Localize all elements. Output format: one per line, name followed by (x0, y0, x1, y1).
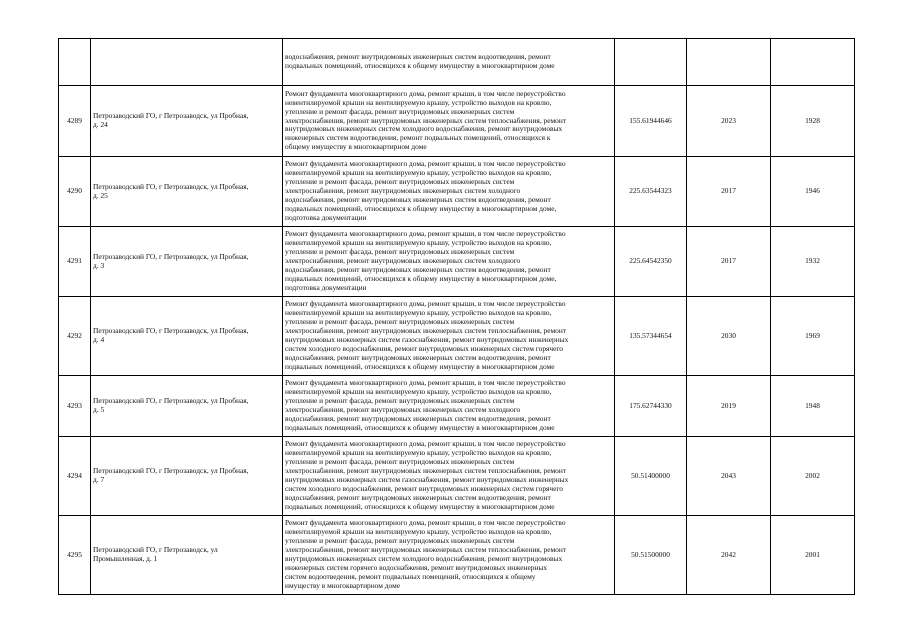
works-cell (283, 516, 615, 595)
works-line: невентилируемой крыши на вентилируемую крышу, устройство выходов на кровлю, (285, 448, 552, 458)
works-line: электроснабжения, ремонт внутридомовых инженерных систем холодного (285, 405, 521, 414)
row-number: 4292 (59, 297, 91, 376)
works-line: внутридомовых инженерных систем газоснабжения, ремонт внутридомовых инженерных (285, 475, 569, 484)
address-cell (91, 437, 283, 516)
works-line: водоснабжения, ремонт внутридомовых инженерных систем водоотведения, ремонт (285, 352, 551, 362)
works-line: внутридомовых инженерных систем газоснабжения, ремонт внутридомовых инженерных (285, 335, 569, 344)
works-line: водоснабжения, ремонт внутридомовых инженерных систем водоотведения, ремонт (285, 492, 551, 502)
works-cell (283, 86, 615, 157)
works-line: утепление и ремонт фасада, ремонт внутридомовых инженерных систем (285, 247, 515, 257)
capital-repair-table (58, 38, 855, 595)
address-cell (91, 297, 283, 376)
address-cell (91, 86, 283, 157)
table-row (59, 157, 855, 227)
table-body (59, 39, 855, 595)
works-line: электроснабжения, ремонт внутридомовых инженерных систем теплоснабжения, ремонт (285, 326, 567, 336)
works-line: невентилируемой крыши на вентилируемую крышу, устройство выходов на кровлю, (285, 97, 552, 107)
works-line: инженерных систем горячего водоснабжения, ремонт внутридомовых инженерных (285, 562, 548, 572)
works-line: подвальных помещений, относящихся к общему имуществу в многоквартирном доме (285, 501, 555, 511)
table-row (59, 86, 855, 157)
address-line: Петрозаводский ГО, г Петрозаводск, ул Пробная, (93, 466, 249, 476)
works-line: Ремонт фундамента многоквартирного дома, ремонт крыши, в том числе переустройство (285, 229, 566, 239)
row-number: 4289 (59, 86, 91, 157)
address-line: Петрозаводский ГО, г Петрозаводск, ул Пробная, (93, 251, 249, 261)
year-cell: 2030 (687, 297, 771, 376)
row-number: 4294 (59, 437, 91, 516)
cost-cell: 135.57344654 (615, 297, 687, 376)
works-line: Ремонт фундамента многоквартирного дома, ремонт крыши, в том числе переустройство (285, 378, 566, 388)
built-year-cell (771, 39, 855, 86)
works-cell (283, 227, 615, 297)
table-row (59, 39, 855, 86)
works-line: электроснабжения, ремонт внутридомовых инженерных систем теплоснабжения, ремонт (285, 466, 567, 476)
year-cell: 2042 (687, 516, 771, 595)
address-line: д. 7 (93, 475, 105, 484)
works-line: имуществу в многоквартирном доме (285, 580, 401, 590)
works-line: водоснабжения, ремонт внутридомовых инженерных систем водоотведения, ремонт (285, 52, 551, 62)
address-line: д. 25 (93, 190, 108, 200)
works-line: подвальных помещений, относящихся к общему имуществу в многоквартирном доме (285, 361, 555, 371)
works-line: утепление и ремонт фасада, ремонт внутридомовых инженерных систем (285, 457, 515, 467)
works-cell (283, 39, 615, 86)
built-year-cell: 1946 (771, 157, 855, 227)
works-line: систем холодного водоснабжения, ремонт внутридомовых инженерных систем горячего (285, 343, 563, 353)
works-line: водоснабжения, ремонт внутридомовых инженерных систем водоотведения, ремонт (285, 413, 551, 423)
works-line: утепление и ремонт фасада, ремонт внутридомовых инженерных систем (285, 317, 515, 327)
address-line: Петрозаводский ГО, г Петрозаводск, ул (93, 545, 218, 555)
address-line: д. 4 (93, 335, 105, 344)
works-line: подвальных помещений, относящихся к общему имуществу в многоквартирном доме (285, 422, 555, 432)
address-line: д. 3 (93, 260, 105, 270)
works-line: подвальных помещений, относящихся к общему имуществу в многоквартирном доме (285, 61, 555, 70)
built-year-cell: 1969 (771, 297, 855, 376)
year-cell: 2017 (687, 157, 771, 227)
year-cell: 2043 (687, 437, 771, 516)
address-line: д. 24 (93, 120, 108, 129)
cost-cell: 155.61944646 (615, 86, 687, 157)
works-line: внутридомовых инженерных систем холодного водоснабжения, ремонт внутридомовых (285, 554, 563, 563)
table-row (59, 437, 855, 516)
works-line: внутридомовых инженерных систем холодного водоснабжения, ремонт внутридомовых (285, 124, 563, 134)
address-cell (91, 39, 283, 86)
built-year-cell: 1928 (771, 86, 855, 157)
address-cell (91, 157, 283, 227)
works-cell (283, 157, 615, 227)
address-cell (91, 227, 283, 297)
year-cell (687, 39, 771, 86)
works-line: утепление и ремонт фасада, ремонт внутридомовых инженерных систем (285, 106, 515, 116)
works-line: Ремонт фундамента многоквартирного дома, ремонт крыши, в том числе переустройство (285, 88, 566, 98)
year-cell: 2023 (687, 86, 771, 157)
address-cell (91, 516, 283, 595)
works-line: невентилируемой крыши на вентилируемую крышу, устройство выходов на кровлю, (285, 308, 552, 318)
row-number: 4290 (59, 157, 91, 227)
cost-cell: 50.51400000 (615, 437, 687, 516)
works-line: Ремонт фундамента многоквартирного дома, ремонт крыши, в том числе переустройство (285, 439, 566, 449)
works-line: электроснабжения, ремонт внутридомовых инженерных систем теплоснабжения, ремонт (285, 545, 567, 555)
table-row (59, 516, 855, 595)
cost-cell: 175.62744330 (615, 376, 687, 437)
works-line: электроснабжения, ремонт внутридомовых инженерных систем холодного (285, 256, 521, 266)
year-cell: 2019 (687, 376, 771, 437)
table-row (59, 227, 855, 297)
works-line: Ремонт фундамента многоквартирного дома, ремонт крыши, в том числе переустройство (285, 299, 566, 309)
address-cell (91, 376, 283, 437)
address-line: д. 5 (93, 405, 105, 414)
row-number: 4291 (59, 227, 91, 297)
works-line: подвальных помещений, относящихся к общему имуществу в многоквартирном доме, (285, 273, 557, 283)
table-row (59, 297, 855, 376)
row-number: 4293 (59, 376, 91, 437)
address-line: Петрозаводский ГО, г Петрозаводск, ул Пробная, (93, 111, 249, 121)
works-line: невентилируемой крыши на вентилируемую крышу, устройство выходов на кровлю, (285, 238, 552, 248)
cost-cell: 225.64542350 (615, 227, 687, 297)
works-line: невентилируемой крыши на вентилируемую крышу, устройство выходов на кровлю, (285, 527, 552, 537)
works-line: невентилируемой крыши на вентилируемую крышу, устройство выходов на кровлю, (285, 387, 552, 397)
works-line: систем холодного водоснабжения, ремонт внутридомовых инженерных систем горячего (285, 483, 563, 493)
works-line: общему имуществу в многоквартирном доме (285, 142, 427, 152)
works-line: утепление и ремонт фасада, ремонт внутридомовых инженерных систем (285, 177, 515, 187)
works-line: утепление и ремонт фасада, ремонт внутридомовых инженерных систем (285, 536, 515, 546)
cost-cell (615, 39, 687, 86)
works-line: систем водоотведения, ремонт подвальных помещений, относящихся к общему (285, 571, 536, 581)
built-year-cell: 2001 (771, 516, 855, 595)
row-number (59, 39, 91, 86)
cost-cell: 225.63544323 (615, 157, 687, 227)
address-line: Промышленная, д. 1 (93, 554, 158, 563)
works-line: электроснабжения, ремонт внутридомовых инженерных систем холодного (285, 186, 521, 196)
row-number: 4295 (59, 516, 91, 595)
cost-cell: 50.51500000 (615, 516, 687, 595)
works-line: подвальных помещений, относящихся к общему имуществу в многоквартирном доме, (285, 203, 557, 213)
works-line: водоснабжения, ремонт внутридомовых инженерных систем водоотведения, ремонт (285, 194, 551, 204)
works-line: утепление и ремонт фасада, ремонт внутридомовых инженерных систем (285, 396, 515, 406)
works-cell (283, 437, 615, 516)
works-line: водоснабжения, ремонт внутридомовых инженерных систем водоотведения, ремонт (285, 264, 551, 274)
built-year-cell: 1948 (771, 376, 855, 437)
works-cell (283, 376, 615, 437)
address-line: Петрозаводский ГО, г Петрозаводск, ул Пробная, (93, 326, 249, 336)
built-year-cell: 1932 (771, 227, 855, 297)
works-line: подготовка документации (285, 212, 367, 222)
table-row (59, 376, 855, 437)
year-cell: 2017 (687, 227, 771, 297)
address-line: Петрозаводский ГО, г Петрозаводск, ул Пробная, (93, 181, 249, 191)
works-line: невентилируемой крыши на вентилируемую крышу, устройство выходов на кровлю, (285, 168, 552, 178)
works-line: электроснабжения, ремонт внутридомовых инженерных систем теплоснабжения, ремонт (285, 115, 567, 125)
works-line: Ремонт фундамента многоквартирного дома, ремонт крыши, в том числе переустройство (285, 518, 566, 528)
works-line: подготовка документации (285, 282, 367, 292)
built-year-cell: 2002 (771, 437, 855, 516)
works-line: Ремонт фундамента многоквартирного дома, ремонт крыши, в том числе переустройство (285, 159, 566, 169)
works-line: инженерных систем водоотведения, ремонт подвальных помещений, относящихся к (285, 133, 551, 143)
works-cell (283, 297, 615, 376)
address-line: Петрозаводский ГО, г Петрозаводск, ул Пробная, (93, 396, 249, 406)
